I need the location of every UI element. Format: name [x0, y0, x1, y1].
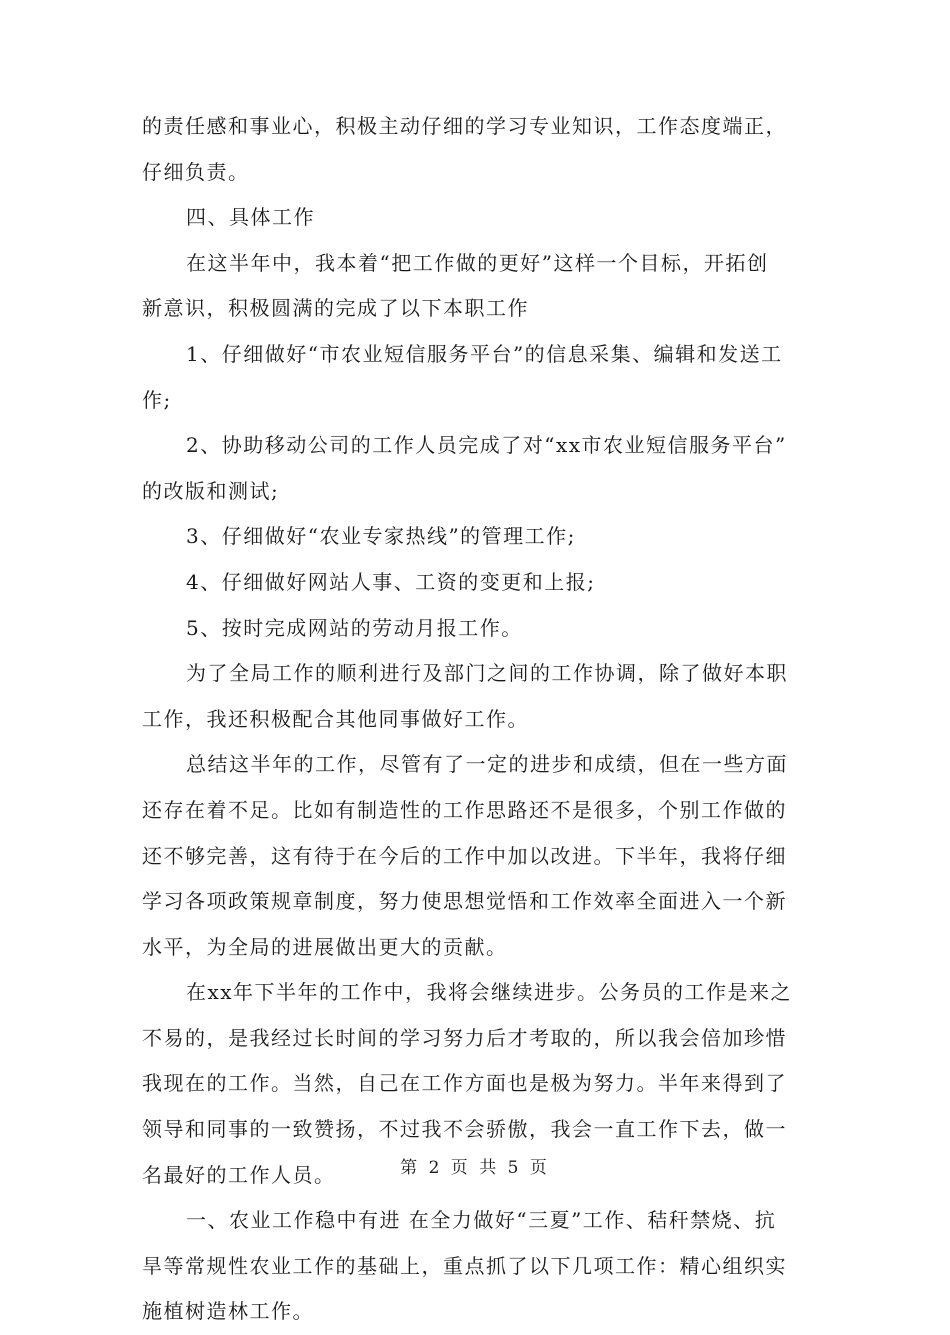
paragraph-line: 在xx年下半年的工作中，我将会继续进步。公务员的工作是来之	[186, 980, 793, 1005]
paragraph-line: 4、仔细做好网站人事、工资的变更和上报;	[186, 569, 596, 594]
paragraph	[142, 606, 814, 652]
page-footer: 第 2 页 共 5 页	[400, 1158, 550, 1178]
paragraph-line: 新意识，积极圆满的完成了以下本职工作	[142, 296, 529, 321]
paragraph-line: 作;	[142, 387, 172, 412]
paragraph-line: 的改版和测试;	[142, 478, 280, 503]
paragraph-line: 工作，我还积极配合其他同事做好工作。	[142, 706, 529, 731]
paragraph-line: 为了全局工作的顺利进行及部门之间的工作协调，除了做好本职	[186, 661, 788, 686]
paragraph-line: 学习各项政策规章制度，努力使思想觉悟和工作效率全面进入一个新	[142, 889, 787, 914]
paragraph-line: 1、仔细做好“市农业短信服务平台”的信息采集、编辑和发送工	[186, 341, 783, 366]
paragraph-line: 总结这半年的工作，尽管有了一定的进步和成绩，但在一些方面	[186, 752, 788, 777]
paragraph-line: 的责任感和事业心，积极主动仔细的学习专业知识，工作态度端正，	[142, 114, 787, 138]
paragraph	[142, 332, 814, 423]
document-body	[142, 104, 814, 1335]
paragraph	[142, 195, 814, 241]
paragraph-line: 还存在着不足。比如有制造性的工作思路还不是很多，个别工作做的	[142, 797, 787, 822]
paragraph-line: 名最好的工作人员。	[142, 1162, 336, 1187]
paragraph	[142, 651, 814, 742]
paragraph	[142, 104, 814, 195]
paragraph-line: 5、按时完成网站的劳动月报工作。	[186, 615, 523, 640]
paragraph-line: 水平，为全局的进展做出更大的贡献。	[142, 934, 508, 959]
paragraph-line: 领导和同事的一致赞扬，不过我不会骄傲，我会一直工作下去，做一	[142, 1117, 787, 1142]
paragraph	[142, 423, 814, 514]
paragraph-line: 旱等常规性农业工作的基础上，重点抓了以下几项工作：精心组织实	[142, 1253, 787, 1278]
paragraph	[142, 742, 814, 970]
paragraph-line: 我现在的工作。当然，自己在工作方面也是极为努力。半年来得到了	[142, 1071, 787, 1096]
paragraph-line: 2、协助移动公司的工作人员完成了对“xx市农业短信服务平台”	[186, 433, 787, 458]
paragraph-line: 3、仔细做好“农业专家热线”的管理工作;	[186, 524, 576, 549]
paragraph	[142, 560, 814, 606]
paragraph-line: 一、农业工作稳中有进 在全力做好“三夏”工作、秸秆禁烧、抗	[186, 1208, 777, 1233]
paragraph-line: 仔细负责。	[142, 159, 250, 184]
paragraph	[142, 241, 814, 332]
paragraph-line: 四、具体工作	[186, 205, 315, 230]
paragraph-line: 还不够完善，这有待于在今后的工作中加以改进。下半年，我将仔细	[142, 843, 787, 868]
paragraph	[142, 1198, 814, 1335]
paragraph	[142, 514, 814, 560]
paragraph-line: 施植树造林工作。	[142, 1299, 314, 1324]
paragraph-line: 在这半年中，我本着“把工作做的更好”这样一个目标，开拓创	[186, 250, 769, 275]
paragraph-line: 不易的，是我经过长时间的学习努力后才考取的，所以我会倍加珍惜	[142, 1025, 787, 1050]
